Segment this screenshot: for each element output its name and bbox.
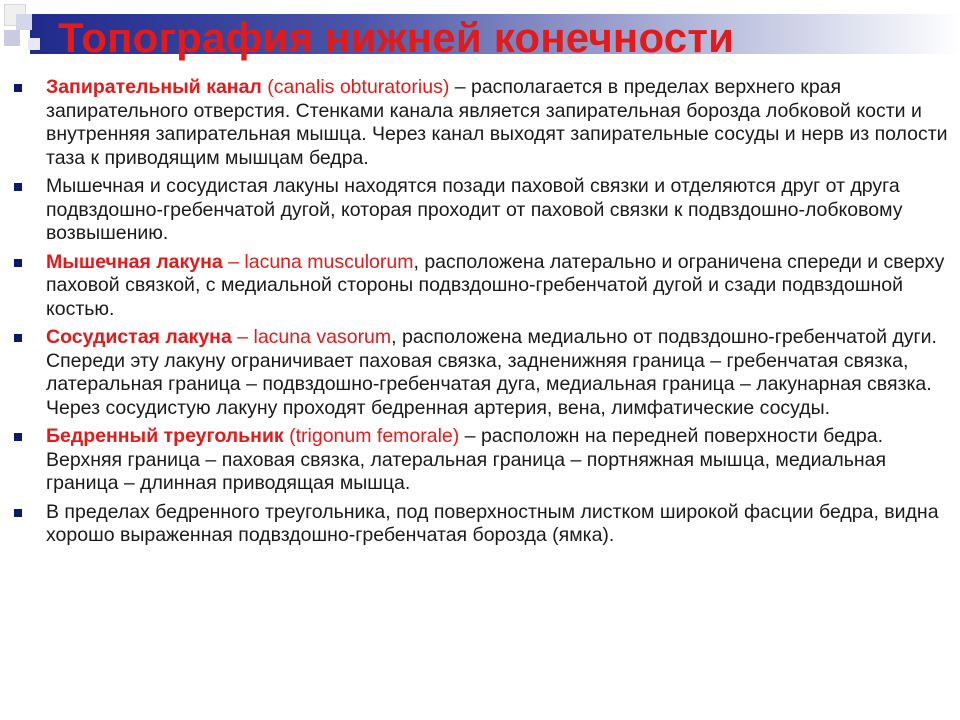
list-item-obturator-canal bbox=[12, 76, 948, 170]
title-bar bbox=[0, 0, 960, 64]
square-bullet-icon bbox=[14, 84, 22, 92]
item-text: – расположн на передней поверхности бедра. Верхняя граница – паховая связка, латеральная граница – портняжная мышца, медиальная граница – длинная приводящая мышца. bbox=[46, 425, 887, 494]
latin-term: (canalis obturatorius) bbox=[261, 76, 450, 98]
list-item-iliopectineal-groove bbox=[12, 501, 948, 548]
latin-term: – lacuna vasorum bbox=[231, 326, 392, 348]
list-item-lacunae bbox=[12, 175, 948, 246]
item-text: , расположена латерально и ограничена спереди и сверху паховой связкой, с медиальной стороны подвздошно-гребенчатой дугой и сзади подвздошной костью. bbox=[46, 250, 945, 320]
decorative-square bbox=[4, 30, 20, 46]
square-bullet-icon bbox=[14, 433, 22, 441]
list-item-femoral-triangle bbox=[12, 425, 948, 496]
bullet-list bbox=[12, 76, 948, 553]
latin-term: – lacuna musculorum bbox=[222, 250, 414, 273]
item-text: , расположена медиально от подвздошно-гребенчатой дуги. Спереди эту лакуну ограничивает паховая связка, задненижняя граница – гребенчатая связка, латеральная граница – подвздошно-гребенчатая дуга, медиальная граница – лакунарная связка. Через сосудистую лакуну проходят бедренная артерия, вена, лимфатические сосуды. bbox=[46, 326, 937, 419]
square-bullet-icon bbox=[14, 509, 22, 517]
latin-term: (trigonum femorale) bbox=[283, 425, 460, 447]
term: Мышечная лакуна bbox=[46, 250, 223, 273]
item-text: Мышечная и сосудистая лакуны находятся позади паховой связки и отделяются друг от друга подвздошно-гребенчатой дугой, которая проходит от паховой связки к подвздошно-лобковому возвышению. bbox=[46, 175, 903, 244]
square-bullet-icon bbox=[14, 259, 22, 267]
item-text: – располагается в пределах верхнего края запирательного отверстия. Стенками канала является запирательная борозда лобковой кости и внутренняя запирательная мышца. Через канал выходят запирательные сосуды и нерв из полости таза к приводящим мышцам бедра. bbox=[46, 76, 948, 169]
list-item-muscular-lacuna bbox=[12, 251, 948, 322]
item-text: В пределах бедренного треугольника, под поверхностным листком широкой фасции бедра, видна хорошо выраженная подвздошно-гребенчатая борозда (ямка). bbox=[46, 500, 939, 546]
term: Запирательный канал bbox=[46, 76, 262, 98]
list-item-vascular-lacuna bbox=[12, 326, 948, 420]
slide-title: Топография нижней конечности bbox=[58, 14, 735, 61]
decorative-square bbox=[28, 38, 40, 50]
term: Сосудистая лакуна bbox=[46, 326, 232, 348]
term: Бедренный треугольник bbox=[46, 425, 284, 447]
decorative-square bbox=[16, 14, 32, 30]
square-bullet-icon bbox=[14, 183, 22, 191]
square-bullet-icon bbox=[14, 334, 22, 342]
